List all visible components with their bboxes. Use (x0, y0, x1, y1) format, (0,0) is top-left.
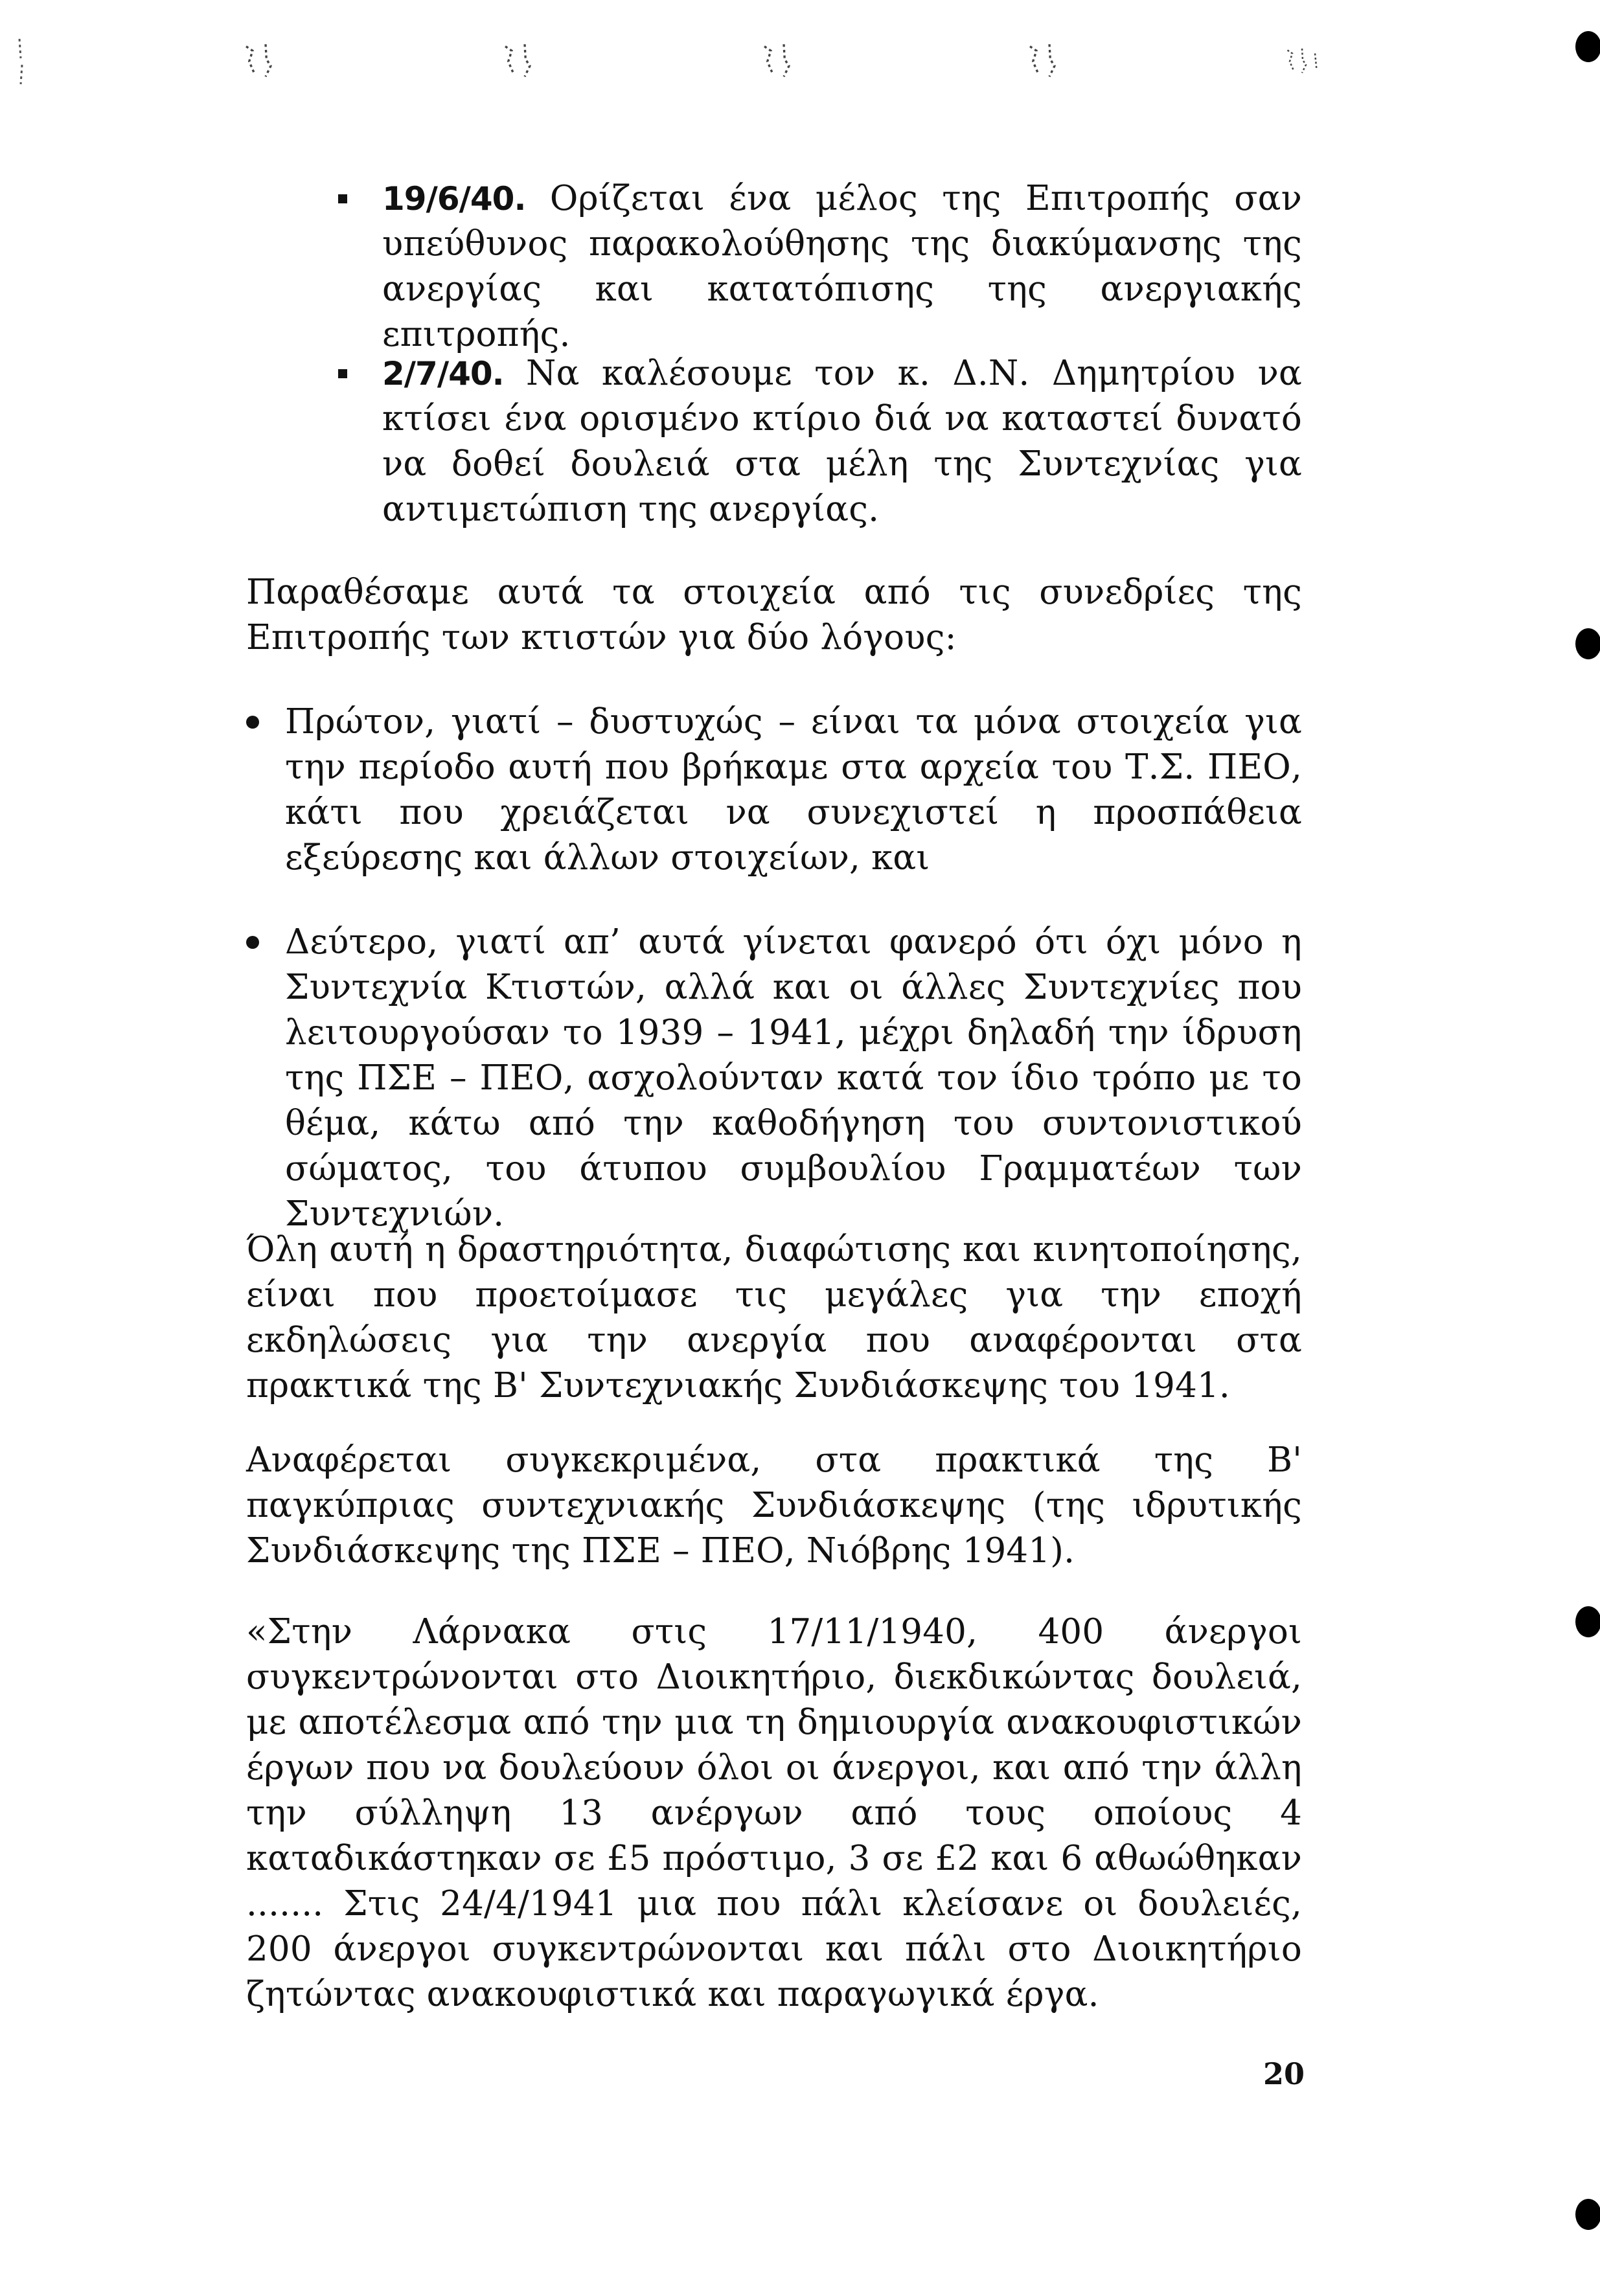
body-paragraph: Όλη αυτή η δραστηριότητα, διαφώτισης και κινητοποίησης, είναι που προετοίμασε τις μεγάλες για την εποχή εκδηλώσεις για την ανεργία που αναφέρονται στα πρακτικά της Β' Συντεχνιακής Συνδιάσκεψης του 1941. (246, 1230, 1302, 1405)
entry-item (382, 351, 1302, 532)
square-bullet-icon (338, 194, 347, 203)
reason-item: Δεύτερο, γιατί απ’ αυτά γίνεται φανερό ότι όχι μόνο η Συντεχνία Κτιστών, αλλά και οι άλλες Συντεχνίες που λειτουργούσαν το 1939 – 1941, μέχρι δηλαδή την ίδρυση της ΠΣΕ – ΠΕΟ, ασχολούνταν κατά τον ίδιο τρόπο με το θέμα, κάτω από την καθοδήγηση του συντονιστικού σώματος, του άτυπου συμβουλίου Γραμματέων των Συντεχνιών. (285, 922, 1302, 1234)
square-bullet-icon (338, 369, 347, 378)
page-number: 20 (1263, 2056, 1305, 2091)
round-bullet-icon (246, 936, 259, 949)
entry-date: 19/6/40. (382, 180, 526, 218)
quote-paragraph: «Στην Λάρνακα στις 17/11/1940, 400 άνεργοι συγκεντρώνονται στο Διοικητήριο, διεκδικώντας δουλειά, με αποτέλεσμα από την μια τη δημιουργία ανακουφιστικών έργων που να δουλεύουν όλοι οι άνεργοι, και από την άλλη την σύλληψη 13 ανέργων από τους οποίους 4 καταδικάστηκαν σε £5 πρόστιμο, 3 σε £2 και 6 αθωώθηκαν ....... Στις 24/4/1941 μια που πάλι κλείσανε οι δουλειές, 200 άνεργοι συγκεντρώνονται και πάλι στο Διοικητήριο ζητώντας ανακουφιστικά και παραγωγικά έργα. (246, 1612, 1302, 2014)
intro-paragraph: Παραθέσαμε αυτά τα στοιχεία από τις συνεδρίες της Επιτροπής των κτιστών για δύο λόγους: (246, 573, 1302, 657)
entry-text: Ορίζεται ένα μέλος της Επιτροπής σαν υπεύθυνος παρακολούθησης της διακύμανσης της ανεργίας και κατατόπισης της ανεργιακής επιτροπής. (382, 179, 1302, 354)
body-paragraph: Αναφέρεται συγκεκριμένα, στα πρακτικά της Β' παγκύπριας συντεχνιακής Συνδιάσκεψης (της ιδρυτικής Συνδιάσκεψης της ΠΣΕ – ΠΕΟ, Νιόβρης 1941). (246, 1440, 1302, 1571)
round-bullet-icon (246, 716, 259, 729)
entry-item (382, 176, 1302, 358)
entry-text: Να καλέσουμε τον κ. Δ.Ν. Δημητρίου να κτίσει ένα ορισμένο κτίριο διά να καταστεί δυνατό να δοθεί δουλειά στα μέλη της Συντεχνίας για αντιμετώπιση της ανεργίας. (382, 354, 1302, 529)
reason-item: Πρώτον, γιατί – δυστυχώς – είναι τα μόνα στοιχεία για την περίοδο αυτή που βρήκαμε στα αρχεία του Τ.Σ. ΠΕΟ, κάτι που χρειάζεται να συνεχιστεί η προσπάθεια εξεύρεσης και άλλων στοιχείων, και (285, 702, 1302, 878)
entry-date: 2/7/40. (382, 355, 504, 392)
